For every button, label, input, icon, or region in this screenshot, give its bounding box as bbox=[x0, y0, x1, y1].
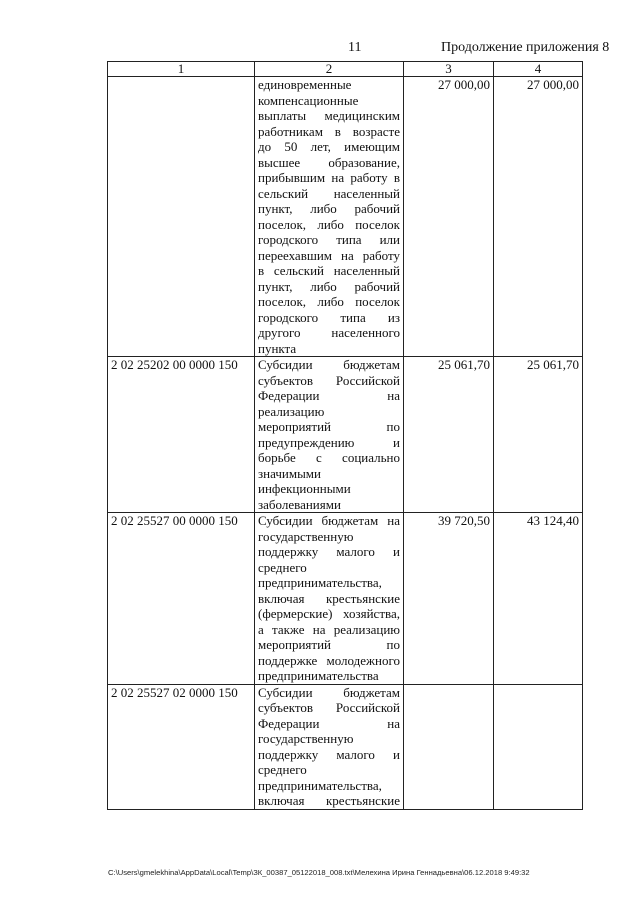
description-line: борьбе с социально bbox=[258, 450, 400, 465]
description-line: Субсидии бюджетам bbox=[258, 684, 400, 700]
description-line: компенсационные bbox=[258, 92, 359, 108]
amount-cell-col4: 43 124,40 bbox=[494, 513, 583, 685]
description-line: прибывшим на работу в bbox=[258, 170, 400, 185]
description-line: переехавшим на работу bbox=[258, 247, 400, 263]
page-number: 11 bbox=[348, 40, 362, 55]
table-header-row bbox=[108, 62, 583, 77]
description-line: пункта bbox=[258, 340, 297, 356]
description-line: субъектов Российской bbox=[258, 700, 400, 715]
amount-cell-col4: 27 000,00 bbox=[494, 77, 583, 357]
description-line: включая крестьянские bbox=[258, 793, 400, 808]
description-line: Субсидии бюджетам bbox=[258, 357, 400, 372]
description-line: субъектов Российской bbox=[258, 372, 400, 388]
description-line: поддержку малого и bbox=[258, 544, 400, 559]
description-line: городского типа или bbox=[258, 232, 400, 247]
amount-cell-col4 bbox=[494, 684, 583, 809]
description-line: (фермерские) хозяйства, bbox=[258, 606, 400, 621]
table-row bbox=[108, 513, 583, 685]
description-line: Субсидии бюджетам на bbox=[258, 513, 400, 528]
description-line: пункт, либо рабочий bbox=[258, 278, 400, 294]
column-header: 4 bbox=[494, 62, 583, 77]
description-line: предпринимательства bbox=[258, 668, 379, 683]
description-line: поселок, либо поселок bbox=[258, 294, 400, 309]
revenue-code-cell: 2 02 25527 00 0000 150 bbox=[108, 513, 255, 685]
description-line: государственную bbox=[258, 528, 354, 544]
table-row bbox=[108, 77, 583, 357]
description-line: инфекционными bbox=[258, 481, 351, 496]
description-line: государственную bbox=[258, 731, 354, 746]
description-line: поддержку малого и bbox=[258, 746, 400, 762]
description-line: мероприятий по bbox=[258, 637, 400, 652]
amount-cell-col3 bbox=[404, 684, 494, 809]
description-line: предупреждению и bbox=[258, 434, 400, 450]
description-line: предпринимательства, bbox=[258, 777, 382, 793]
description-line: предпринимательства, bbox=[258, 575, 382, 590]
description-line: а также на реализацию bbox=[258, 621, 400, 637]
table-row bbox=[108, 357, 583, 513]
description-line: другого населенного bbox=[258, 325, 400, 340]
description-line: поселок, либо поселок bbox=[258, 216, 400, 232]
description-line: работникам в возрасте bbox=[258, 123, 400, 139]
description-cell bbox=[255, 77, 404, 357]
file-path-footer: C:\Users\gmelekhina\AppData\Local\Temp\ЗК_00387_05122018_008.txt\Мелехина Ирина Геннадьевна\06.12.2018 9:49:32 bbox=[108, 868, 530, 877]
revenue-code-cell: 2 02 25202 00 0000 150 bbox=[108, 357, 255, 513]
continuation-label: Продолжение приложения 8 bbox=[441, 40, 610, 55]
description-line: городского типа из bbox=[258, 309, 400, 325]
revenue-code-cell: 2 02 25527 02 0000 150 bbox=[108, 684, 255, 809]
description-line: среднего bbox=[258, 559, 307, 575]
description-line: в сельский населенный bbox=[258, 263, 400, 278]
amount-cell-col3: 27 000,00 bbox=[404, 77, 494, 357]
column-header: 2 bbox=[255, 62, 404, 77]
description-line: заболеваниями bbox=[258, 496, 341, 512]
revenue-code-cell bbox=[108, 77, 255, 357]
budget-table bbox=[107, 61, 583, 810]
column-header: 3 bbox=[404, 62, 494, 77]
description-line: Федерации на bbox=[258, 388, 400, 403]
description-cell bbox=[255, 684, 404, 809]
description-line: выплаты медицинским bbox=[258, 108, 400, 123]
column-header: 1 bbox=[108, 62, 255, 77]
description-line: сельский населенный bbox=[258, 185, 400, 201]
description-line: до 50 лет, имеющим bbox=[258, 139, 400, 154]
amount-cell-col4: 25 061,70 bbox=[494, 357, 583, 513]
amount-cell-col3: 39 720,50 bbox=[404, 513, 494, 685]
table-row bbox=[108, 684, 583, 809]
description-line: реализацию bbox=[258, 403, 325, 419]
description-cell bbox=[255, 357, 404, 513]
description-line: поддержке молодежного bbox=[258, 652, 400, 668]
description-line: среднего bbox=[258, 762, 307, 777]
description-line: единовременные bbox=[258, 77, 352, 92]
description-line: включая крестьянские bbox=[258, 590, 400, 606]
description-line: пункт, либо рабочий bbox=[258, 201, 400, 216]
description-line: значимыми bbox=[258, 465, 321, 481]
description-line: мероприятий по bbox=[258, 419, 400, 434]
description-line: Федерации на bbox=[258, 715, 400, 731]
amount-cell-col3: 25 061,70 bbox=[404, 357, 494, 513]
description-cell bbox=[255, 513, 404, 685]
description-line: высшее образование, bbox=[258, 154, 400, 170]
